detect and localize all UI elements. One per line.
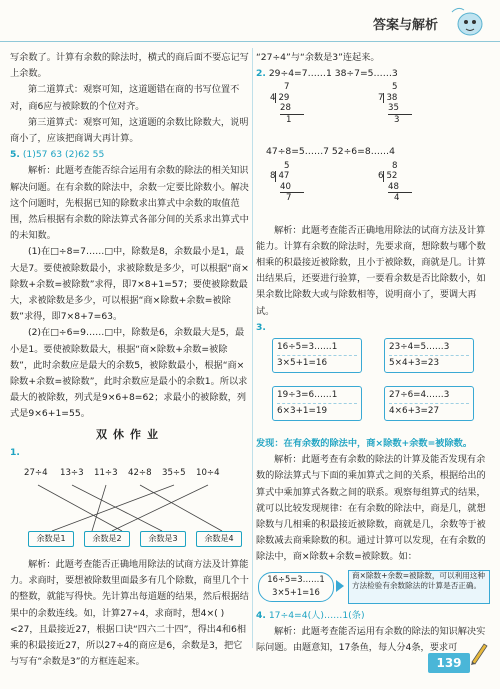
long-division-row-1 xyxy=(256,82,492,144)
long-division-1: 7 4 29 28 1 xyxy=(270,82,304,125)
tip-arrow-icon xyxy=(336,580,344,592)
match-expr-6: 10÷4 xyxy=(196,468,220,479)
header-rule xyxy=(0,41,500,42)
q2-number: 2. xyxy=(256,68,266,80)
match-expr-2: 13÷3 xyxy=(60,468,84,479)
q4-line xyxy=(256,608,492,624)
match-box-1: 余数是1 xyxy=(28,531,74,547)
q3-tip xyxy=(256,568,492,606)
q3-box-4: 27÷6=4……3 4×6+3=27 xyxy=(384,386,474,421)
page-header xyxy=(0,0,500,42)
header-title: 答案与解析 xyxy=(372,18,438,33)
long-division-row-2 xyxy=(256,161,492,223)
match-box-4: 余数是4 xyxy=(196,531,242,547)
q4-number: 4. xyxy=(256,609,266,621)
q2-answers-1: 29÷4=7……1 38÷7=5……3 xyxy=(268,68,398,80)
q5-answer-line xyxy=(10,147,250,163)
match-expr-1: 27÷4 xyxy=(24,468,48,479)
q5-part1: (1)在□÷8=7……□中，除数是8，余数最小是1，最大是7。要使被除数最小，求被除数是多少，可以根据“商×除数+余数=被除数”求得，即7×8+1=57；要使被除数最大，求被除数是多少，可以根据“商×除数+余数=被除数”求得，即7×8+7=63。 xyxy=(10,246,249,323)
long-division-3: 5 8 47 40 7 xyxy=(270,161,304,204)
pen-icon xyxy=(468,640,490,666)
q3-explanation: 解析：此题考查有余数的除法的计算及能否发现有余数的除法算式与下面的乘加算式之间的关系，根据给出的算式中乘加算式各数之间的联系。观察每组算式的结果，就可以比较发现规律：在有余数的除法中，商是几，就想除数与几相乘的积最接近被除数，商就是几，余数等于被除数减去商乘除数的积。通过计算可以发现，在有余数的除法中，商×除数+余数=被除数。如： xyxy=(256,454,486,563)
cartoon-mascot-icon xyxy=(448,4,486,38)
q3-boxes xyxy=(272,338,492,430)
right-top-text: “27÷4”与“余数是3”连起来。 xyxy=(256,52,380,63)
match-box-3: 余数是3 xyxy=(140,531,186,547)
intro-text-3: 第三道算式：观察可知，这道题的余数比除数大，说明商小了，应该把商调大再计算。 xyxy=(10,116,249,145)
q2-explanation: 解析：此题考查能否正确地用除法的试商方法及计算能力。计算有余数的除法时，先要求商，想除数与哪个数相乘的积最接近被除数，且小于被除数，商就是几。计算出结果后，还要进行验算，一要看余数是否比除数小，如果余数比除数大或与除数相等，说明商小了，要调大再试。 xyxy=(256,224,486,317)
column-divider xyxy=(252,48,253,648)
match-expr-3: 11÷3 xyxy=(94,468,118,479)
match-expr-5: 35÷5 xyxy=(162,468,186,479)
section-title: 双休作业 xyxy=(96,427,164,441)
left-column xyxy=(10,50,250,671)
q4-answer: 17÷4=4(人)……1(条) xyxy=(268,609,365,621)
q3-box-1: 16÷5=3……1 3×5+1=16 xyxy=(272,338,362,373)
q4-explanation: 解析：此题考查能否运用有余数的除法的知识解决实际问题。由题意知，17条鱼，每人分4条，要求可 xyxy=(256,625,486,654)
matching-diagram xyxy=(22,463,246,555)
q3-number: 3. xyxy=(256,321,266,333)
q2-answers-2: 47÷8=5……7 52÷6=8……4 xyxy=(266,146,395,158)
long-division-4: 8 6 52 48 4 xyxy=(378,161,412,204)
q3-finding: 发现：在有余数的除法中，商×除数+余数=被除数。 xyxy=(256,438,473,450)
q5-answer: (1)57 63 (2)62 55 xyxy=(22,149,105,161)
long-division-2: 5 7 38 35 3 xyxy=(378,82,412,125)
tip-example: 16÷5=3……1 3×5+1=16 xyxy=(258,572,334,602)
q1-number: 1. xyxy=(10,446,20,458)
tip-note: 商×除数+余数=被除数，可以利用这种方法检验有余数除法的计算是否正确。 xyxy=(348,570,490,604)
right-column xyxy=(256,50,492,656)
intro-text-2: 第二道算式：观察可知，这道题错在商的书写位置不对，商6应与被除数的个位对齐。 xyxy=(10,84,240,112)
intro-text-1: 写余数了。计算有余数的除法时，横式的商后面不要忘记写上余数。 xyxy=(10,52,249,80)
q5-number: 5. xyxy=(10,149,20,161)
q5-part2: (2)在□÷6=9……□中，除数是6，余数最大是5，最小是1。要使被除数最大，根据“商×除数+余数=被除数”，此时余数应是最大的余数5，被除数最小，根据“商×除数+余数=被除数”，此时余数应是最小的余数1。所以求最大的被除数，列式是9×6+8=62；求最小的被除数，列式是9×6+1=55。 xyxy=(10,327,248,420)
q1-explanation: 解析：此题考查能否正确地用除法的试商方法及计算能力。求商时，要想被除数里面最多有几个除数，商里几个十的整数，就能写得快。先计算出每道题的结果，然后根据结果中的余数连线。如，计算27÷4，求商时，想4×( )<27，且最接近27，根据口诀“四六二十四”，得出4和6相乘的积最接近27，所以27÷4的商应是6，余数是3，把它与写有“余数是3”的方框连起来。 xyxy=(10,559,249,668)
q3-box-3: 19÷3=6……1 6×3+1=19 xyxy=(272,386,362,421)
match-box-2: 余数是2 xyxy=(84,531,130,547)
page-number: 139 xyxy=(428,653,470,673)
match-expr-4: 42÷8 xyxy=(128,468,152,479)
q3-line xyxy=(256,320,492,336)
q5-explanation: 解析：此题考查能否综合运用有余数的除法的相关知识解决问题。在有余数的除法中，余数一定要比除数小。解决这个问题时，先根据已知的除数求出算式中余数的取值范围，然后根据有余数的除法算式各部分间的关系求出算式中的未知数。 xyxy=(10,165,249,242)
q2-line-1 xyxy=(256,66,492,82)
q1-line xyxy=(10,445,250,461)
q3-box-2: 23÷4=5……3 5×4+3=23 xyxy=(384,338,474,373)
